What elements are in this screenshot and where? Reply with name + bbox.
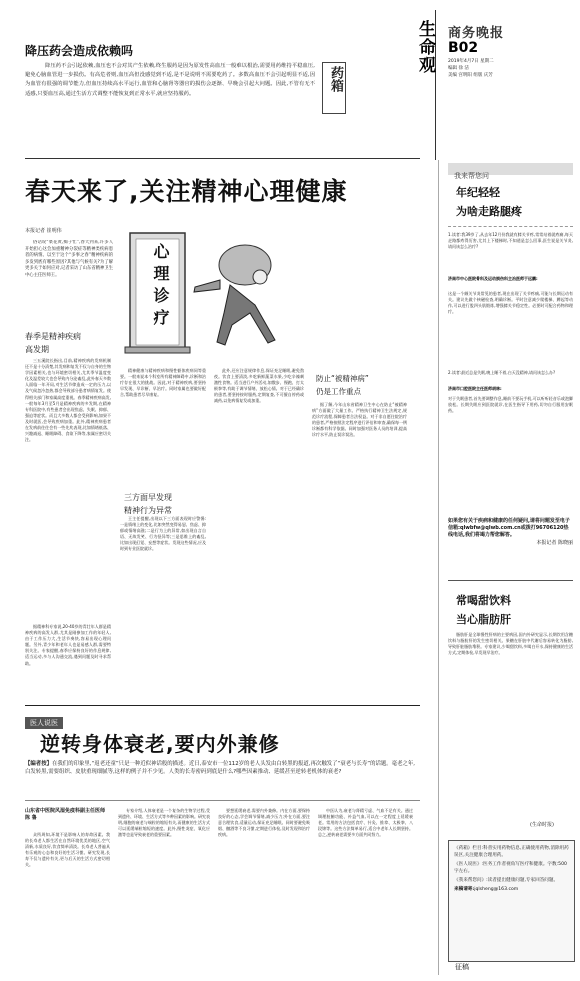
q3-credit: (生命时报) [530, 822, 554, 828]
subhead-1 [25, 331, 81, 355]
q1-title-a: 年纪轻轻 [456, 186, 500, 199]
main-col-4: 据了解,今年山东省精神卫生中心在防止“被精神病”方面做了大量工作。严格执行精神卫生法规定,规范诊疗流程,保障患者合法权益。对于非自愿住院治疗的患者,严格按照法定程序进行评估和审查,确保每一例诊断都有科学依据。同时加强对医务人员的培训,提高诊疗水平,防止误诊误治。 [312, 402, 407, 438]
bottom-col-3: 要想延缓衰老,需要内外兼修。内在方面,要保持良好的心态,学会调节情绪,减少压力;外在方面,要注意合理饮食,适量运动,保证充足睡眠。同时要避免吸烟、酗酒等不良习惯,定期进行体检,及时发现和治疗疾病。 [218, 808, 310, 838]
bottom-col-4: 中医认为,衰老与肾精亏虚、气血不足有关。通过调理脏腑功能、补益气血,可以在一定程度上延缓衰老。常用的方法包括食疗、针灸、推拿、太极拳、八段锦等。这些方法简单易行,适合中老年人长期坚持。总之,逆转衰老需要多方面共同努力。 [318, 808, 413, 838]
sign-text-inner: 心理诊疗 [151, 243, 170, 331]
medicine-box-text: 药箱 [328, 66, 343, 92]
subhead-2-line-b: 精神行为异常 [124, 506, 172, 515]
q3-top-rule [448, 580, 573, 581]
hotline-credit: 本报记者 陈晓丽 [536, 540, 573, 546]
editor-note-rule [25, 800, 420, 801]
editor-note-text: 在我们的印象里,“返老还童”只是一种近似神话般的描述。近日,泰安市一位112岁的老人头发由白转黑的报道,再次触发了“衰老与长寿”的话题。毫老之年,白发转黑,需要组织、皮肤重现细腻等,这样的例子并不少见。人类的长寿密码到底是什么?哪些因素推动、延缓甚至逆转老机体的衰老? [25, 761, 415, 776]
q3-title-a: 常喝甜饮料 [456, 594, 511, 607]
editor-note-label: 【编者按】 [25, 761, 52, 767]
designers-line: 美编 宫明阳 组版 庆芳 [448, 73, 493, 78]
main-article-byline: 本报记者 崔明伟 [25, 228, 62, 234]
submission-item-3: 《我来帮您问》:读者提出健康问题,专家回答问题。 [454, 878, 559, 883]
submission-item-2: 《医人说医》:医务工作者视角写医疗和健康。字数:500字左右。 [454, 862, 567, 874]
subhead-3-line-a: 防止“被精神病” [316, 374, 369, 383]
bottom-col-2: 专家介绍,人体衰老是一个复杂的生物学过程,受到遗传、环境、生活方式等多种因素的影响。研究表明,细胞的衰老与端粒的缩短有关,而健康的生活方式可以延缓端粒缩短的速度。此外,慢性炎症、氧化应激等也是导致衰老的重要因素。 [118, 808, 210, 838]
paper-name: 商务晚报 [448, 26, 505, 41]
main-article-bottom-rule [25, 705, 420, 706]
subhead-2-line-a: 三方面早发现 [124, 493, 172, 502]
main-article-title: 春天来了,关注精神心理健康 [25, 177, 348, 206]
right-section-tag-text: 我来帮您问 [454, 172, 489, 180]
submission-item-1: 《药箱》栏目:科普实用药物信息,正确使用药物,消除用药误区,关注健康合理用药。 [454, 846, 569, 858]
medicine-box-label [322, 62, 346, 114]
submission-email-label: 来稿请寄: [454, 887, 475, 892]
bottom-section-tag-text: 医人说医 [25, 717, 63, 729]
q1-divider [448, 226, 573, 227]
author-name: 陈 鲁 [25, 815, 37, 821]
q3-title-b: 当心脂肪肝 [456, 613, 511, 626]
sign-text [141, 243, 181, 331]
q1-body: 1.读者:我39岁了,从去年12月份我就有膝关节疼,常常站着就疼痛,每天走路都疼得厉害,尤其上下楼梯时,不知道是怎么回事,医生说是关节炎,请问该怎么治疗? [448, 232, 573, 250]
q2-answer-head: 济南市口腔医院主任医师胡林: [448, 386, 502, 391]
main-col-3: 此外,还应注意规律作息,保证充足睡眠,避免熬夜。饮食上要清淡,多吃新鲜蔬菜水果,少吃辛辣刺激性食物。适当进行户外活动,如散步、慢跑、打太极拳等,有助于调节情绪、放松心情。对于已经确诊的患者,要坚持按时服药,定期复查,不可擅自停药或减药,以免病情复发或加重。 [214, 368, 304, 404]
bottom-col-1: 众所周知,环境不是影响人的寿命因素。我的长寿老人都生活在自然环境优美的地区,空气清新,水质良好,饮食简单清淡。长寿老人普遍具有乐观的心态和良好的生活习惯。研究发现,长寿不仅与遗传有关,更与后天的生活方式密切相关。 [25, 832, 110, 868]
subhead-1-line-a: 春季是精神疾病 [25, 332, 81, 341]
q1-answer: 这是一个颇关节炎常见的患者,现在出现了关节疼痛,可能与长期运动有关。建议先做个核磁检查,明确诊断。平时注意减少爬楼梯、蹲起等动作,可以进行股四头肌锻炼,增强膝关节稳定性。必要时可配合药物和理疗。 [448, 291, 573, 315]
editor-note [25, 760, 415, 777]
right-section-tag [448, 163, 573, 180]
author-box [25, 808, 110, 822]
submission-footer: 征稿 [455, 963, 469, 971]
hotline-text: 如果您有关于疾病和健康的任何疑问,请将问题发至电子信箱:qlwbfw@qlwb.com.cn或拨打96706120热线电话,我们将竭力帮您解答。 [448, 518, 570, 538]
q2-answer: 对于失眠患者,首先要调整作息,睡前不要玩手机,可以听听轻音乐或泡脚放松。长期失眠应到医院就诊,在医生指导下用药,切勿自行服用安眠药。 [448, 396, 573, 414]
editors-line: 编辑 徐 洁 [448, 66, 469, 71]
column-name [413, 20, 433, 74]
subhead-3 [316, 373, 369, 397]
top-article-bottom-rule [25, 158, 420, 159]
column-name-text: 生命观 [415, 20, 435, 74]
submission-box [448, 840, 575, 962]
subhead-3-line-b: 仍是工作重点 [316, 387, 361, 396]
date-line: 2019年4月7日 星期二 [448, 59, 494, 64]
main-col-2b: 王主任提醒,出现以下三方面表现时应警惕:一是情绪上的变化,比如突然变得易怒、焦虑、抑郁或情绪高涨;二是行为上的异常,如出现自言自语、无故发笑、行为怪异等;三是思维上的紊乱,比如出现幻觉、妄想等症状。发现这些情况,应及时到专业医院就诊。 [120, 516, 206, 552]
main-col-2: 精神健康与精神疾病和慢性躯体疾病同等重要。一般来说本个科室所有精神障碍中,诊断和治疗存在很大的挑战。因此,对于精神疾病,要坚持早发现、早诊断、早治疗。同时家属也要做好配合,帮助患者尽早康复。 [120, 368, 206, 398]
author-unit: 山东省中医院风湿免疫科副主任医师 [25, 808, 106, 814]
submission-contact [454, 886, 569, 893]
main-col-1: 三五溪院长指出,目前,精神疾病的发病机制还不是十分清楚,其发病和复发不仅与自身的生物学因素相关,也与环境密切相关,尤其季节温度变化及温差较大也会导致内分泌紊乱,此外春天多数人面临一年开局,对生活节律造成一定的压力,以及气候忽冷忽热,都会导致部分患者病情复发。使得相关部门和家属高度重视。春季精神疾病高发,一般每年3月至5月是精神疾病的多发期,在精神专科医院中,有些患者会出现焦虑、失眠、抑郁、强迫等症状。而且大多数人都会受到影响,如果不及时就医,会导致疾病加重。此外,精神疾病患者在发病前往往会有一些先兆表现,比如情绪低落、兴趣减退、睡眠障碍、食欲下降等,家属应密切关注。 [25, 358, 111, 443]
q3-body: 脂肪肝是全球慢性肝病的主要病因,国内外研究显示,长期饮用含糖饮料与脂肪肝的发生密切相关。果糖在肝脏中代谢后容易转化为脂肪,导致肝脏脂肪堆积。专家建议,少喝甜饮料,多喝白开水,保持健康的生活方式,定期体检,早发现早治疗。 [448, 632, 573, 656]
main-intro: 俗话说“菜花黄,痴子忙”,春天到来,许多人开始担心这会加重精神分裂症等精神类疾病患者的病情。以至于这个“多事之春”精神疾病的多发到底有哪些原因?其他与气候有关?为了解更多关于如何应对,记者采访了山东省精神卫生中心主任医师王。 [25, 240, 113, 278]
q1-title [456, 184, 522, 219]
q3-title [456, 592, 511, 627]
q1-title-b: 为啥走路腿疼 [456, 205, 522, 218]
submission-email[interactable]: jqlsheng@163.com [474, 887, 519, 892]
subhead-2 [124, 492, 172, 516]
q2-body: 2.读者:最近总是失眠,晚上睡不着,白天没精神,请问该怎么办? [448, 370, 556, 375]
bottom-article-title: 逆转身体衰老,要内外兼修 [40, 732, 280, 756]
subhead-1-line-b: 高发期 [25, 345, 49, 354]
right-column-rule [438, 160, 439, 975]
q1-answer-head: 济南市中心医院骨科及运动损伤科主治医师于远鹏: [448, 276, 538, 281]
page-code: B02 [448, 40, 479, 56]
main-col-1b: 据精神科专家说,20-40岁的青壮年人群是精神疾病的高发人群,尤其是刚参加工作的年轻人,由于工作压力大,生活节奏快,容易出现心理问题。另外,青少年和老年人也是易感人群,需要特别关注。专家提醒,春季应保持良好的作息规律,适当运动,多与人沟通交流,遇到问题及时寻求帮助。 [25, 624, 111, 666]
top-article-body: 降压药不会引起依赖,血压也不会对其产生依赖,终生服药是因为原发性高血压一般难以根治,需要用药维持平稳血压,避免心脑血管进一步损伤。有高危者则,血压高但没感觉到不适,是不是说明不需要吃药了。多数高血压不会引起明显不适,因为血管有很强的调节能力,但血压持续高水平运行,血管和心脑肾等器官的损伤会逐渐、早晚会引起大问题。因此,不管有无不适感,只要血压高,通过生活方式调整不能恢复到正常水平,就应坚持服药。 [25, 63, 315, 97]
top-article-title: 降压药会造成依赖吗 [25, 44, 134, 58]
hotline-box [448, 518, 573, 547]
bottom-section-tag [25, 710, 63, 729]
